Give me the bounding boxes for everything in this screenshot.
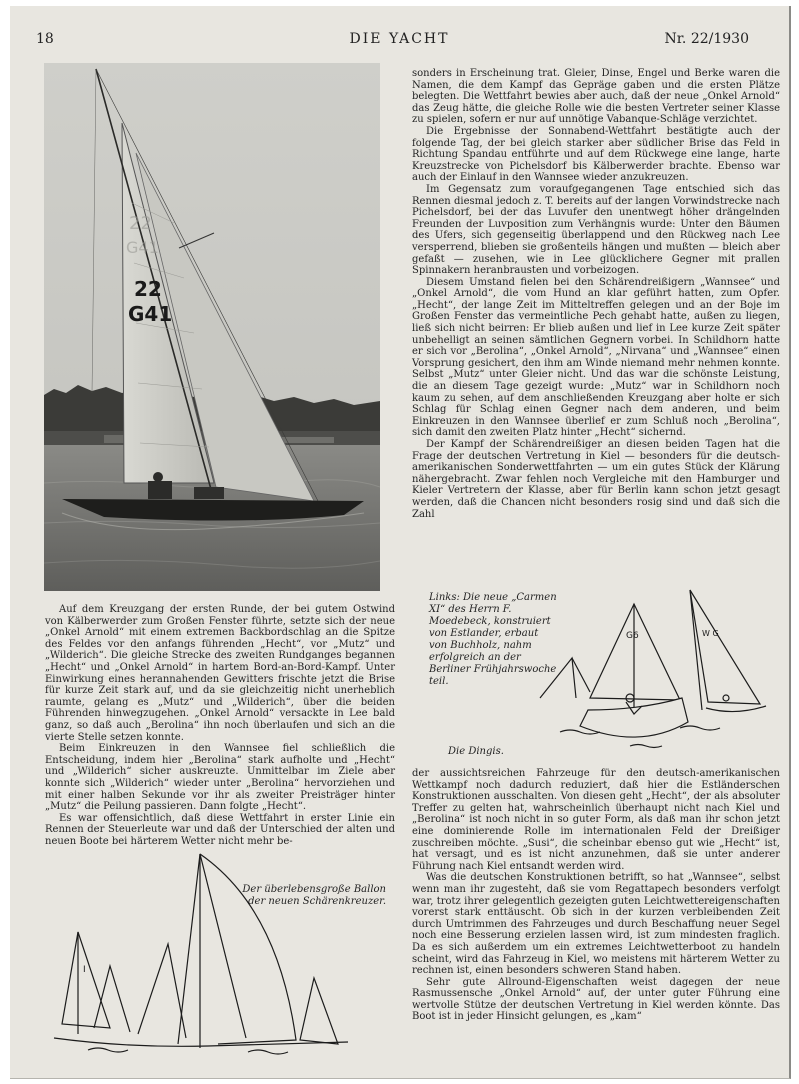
- article-column-left: [45, 604, 395, 847]
- sail-number-top: 22: [134, 277, 162, 301]
- paragraph: der aussichtsreichen Fahrzeuge für den deutsch-amerikanischen Wettkampf noch dadurch reduziert, daß hier die Estländerschen Konstruktionen ausschalten. Von diesen geht „Hecht“, der als absoluter Treffer zu gelten hat, wahrscheinlich überhaupt nicht nach Kiel und „Berolina“ ist noch nicht in so guter Form, als daß man ihr schon jetzt eine dominierende Rolle im internationalen Feld der Dreißiger zuschreiben möchte. „Susi“, die scheinbar ebenso gut wie „Hecht“ ist, hat versagt, und es ist nicht anzunehmen, daß sie unter anderer Führung nach Kiel entsandt werden wird.: [412, 768, 780, 872]
- sailboat-photo: [44, 63, 380, 591]
- article-column-right-top: [412, 68, 780, 520]
- dingi-sail-label-left: G6: [626, 631, 639, 641]
- paragraph: sonders in Erscheinung trat. Gleier, Dinse, Engel und Berke waren die Namen, die dem Kampf das Gepräge gaben und die ersten Plätze belegten. Die Wettfahrt bewies aber auch, daß der neue „Onkel Arnold“ das Zeug hätte, die gleiche Rolle wie die besten Vertreter seiner Klasse zu spielen, sofern er nur auf unnötige Vabanque-Schläge verzichtet.: [412, 68, 780, 126]
- caption-dingis: Die Dingis.: [448, 746, 504, 757]
- magazine-title: DIE YACHT: [349, 31, 450, 47]
- ballon-sketch: [48, 848, 368, 1058]
- issue-number: Nr. 22/1930: [664, 31, 749, 47]
- paragraph: Der Kampf der Schärendreißiger an diesen beiden Tagen hat die Frage der deutschen Vertretung in Kiel — besonders für die deutsch-amerikanischen Sonderwettfahrten — um ein gutes Stück der Klärung nähergebracht. Zwar fehlen noch Vergleiche mit den Hamburger und Kieler Vertretern der Klasse, aber für Berlin kann schon jetzt gesagt werden, daß die Chancen nicht besonders rosig sind und daß sich die Zahl: [412, 439, 780, 520]
- paragraph: Beim Einkreuzen in den Wannsee fiel schließlich die Entscheidung, indem hier „Berolina“ stark aufholte und „Hecht“ und „Wilderich“ sicher auskreuzte. Unmittelbar im Ziele aber konnte sich „Wilderich“ wieder unter „Berolina“ hervorziehen und mit einer halben Sekunde vor ihr als zweiter Preisträger hinter „Mutz“ die Peilung passieren. Dann folgte „Hecht“.: [45, 743, 395, 813]
- magazine-page: [10, 6, 791, 1079]
- paragraph: Die Ergebnisse der Sonnabend-Wettfahrt bestätigte auch der folgende Tag, der bei gleich starker aber südlicher Brise das Feld in Richtung Spandau entführte und auf dem Rückwege eine lange, harte Kreuzstrecke von Pichelsdorf bis Kälberwerder brachte. Ebenso war auch der Einlauf in den Wannsee wieder anzukreuzen.: [412, 125, 780, 184]
- svg-text:22: 22: [129, 213, 152, 234]
- paragraph: Im Gegensatz zum voraufgegangenen Tage entschied sich das Rennen diesmal jedoch z. T. bereits auf der langen Vorwindstrecke nach Pichelsdorf, bei der das Luvufer den unentwegt höher drängelnden Freunden der Luvposition zum Verhängnis wurde: Unter den Bäumen des Ufers, sich gegenseitig überlappend und den Rückweg nach Lee versperrend, blieben sie großenteils hängen und mußten — bleich aber gefaßt — zusehen, wie in Lee glücklichere Gegner mit prallen Spinnakern heranbrausten und vorbeizogen.: [412, 183, 780, 277]
- article-column-right-bottom: [412, 768, 780, 1023]
- paragraph: Auf dem Kreuzgang der ersten Runde, der bei gutem Ostwind von Kälberwerder zum Großen Fenster führte, setzte sich der neue „Onkel Arnold“ mit einem extremen Backbordschlag an die Spitze des Feldes vor den anfangs führenden „Hecht“, vor „Mutz“ und „Wilderich“. Die gleiche Strecke des zweiten Rundganges begannen „Hecht“ und „Onkel Arnold“ in hartem Bord-an-Bord-Kampf. Unter Einwirkung eines herannahenden Gewitters frischte jetzt die Brise für kurze Zeit stark auf, und da sie gleichzeitig nicht unerheblich raumte, gelang es „Mutz“ und „Wilderich“, über die beiden Führenden hinwegzugehen. „Onkel Arnold“ versackte in Lee bald ganz, so daß auch „Berolina“ ihn noch überlaufen und sich an die vierte Stelle setzen konnte.: [45, 604, 395, 743]
- caption-carmen: Links: Die neue „Carmen XI“ des Herrn F. Moedebeck, konstruiert von Estlander, erbaut von Buchholz, nahm erfolgreich an der Berliner Frühjahrswoche teil.: [429, 592, 557, 687]
- dingi-sail-label-right: W G: [702, 629, 719, 638]
- dingis-sketch: [530, 580, 770, 756]
- ballon-sail-label: I: [83, 965, 86, 975]
- paragraph: Was die deutschen Konstruktionen betrifft, so hat „Wannsee“, selbst wenn man ihr zugesteht, daß sie vom Regattapech besonders verfolgt war, trotz ihrer gelegentlich gezeigten guten Leichtwettereigenschaften vorerst stark enttäuscht. Ob sich in der kurzen verbleibenden Zeit durch Umtrimmen des Fahrzeuges und durch Beschaffung neuer Segel noch eine Besserung erzielen lassen wird, ist zum mindesten fraglich. Da es sich außerdem um ein extremes Leichtwetterboot zu handeln scheint, wird das Fahrzeug in Kiel, wo meistens mit härterem Wetter zu rechnen ist, einen besonders schweren Stand haben.: [412, 872, 780, 977]
- paragraph: Es war offensichtlich, daß diese Wettfahrt in erster Linie ein Rennen der Steuerleute war und daß der Unterschied der alten und neuen Boote bei härterem Wetter nicht mehr be-: [45, 812, 395, 847]
- paragraph: Diesem Umstand fielen bei den Schärendreißigern „Wannsee“ und „Onkel Arnold“, die vom Hund an klar geführt hatten, zum Opfer. „Hecht“, der lange Zeit im Mitteltreffen gelegen und an der Boje im Großen Fenster das vermeintliche Pech gehabt hatte, außen zu liegen, ließ sich nicht beirren: Er blieb außen und lief in Lee kurze Zeit später unbehelligt an seinen sämtlichen Gegnern vorbei. In Schildhorn hatte er sich vor „Berolina“, „Onkel Arnold“, „Nirvana“ und „Wannsee“ einen Vorsprung gesichert, den ihm am Winde niemand mehr nehmen konnte. Selbst „Mutz“ unter Gleier nicht. Und das war die schönste Leistung, die an diesem Tage gezeigt wurde: „Mutz“ war in Schildhorn noch kaum zu sehen, auf dem anschließenden Kreuzgang aber holte er sich Schlag für Schlag einen Gegner nach dem anderen, und beim Einkreuzen in den Wannsee überlief er zum Schluß noch „Berolina“, sich damit den zweiten Platz hinter „Hecht“ sichernd.: [412, 276, 780, 439]
- sail-code: G41: [128, 302, 173, 326]
- caption-ballon: Der überlebensgroße Ballon der neuen Schärenkreuzer.: [242, 884, 386, 907]
- svg-text:G41: G41: [126, 238, 159, 257]
- paragraph: Sehr gute Allround-Eigenschaften weist dagegen der neue Rasmussensche „Onkel Arnold“ auf, der unter guter Führung eine wertvolle Stütze der deutschen Vertretung in Kiel werden könnte. Das Boot ist in jeder Hinsicht gelungen, es „kam“: [412, 976, 780, 1023]
- page-number: 18: [36, 31, 54, 47]
